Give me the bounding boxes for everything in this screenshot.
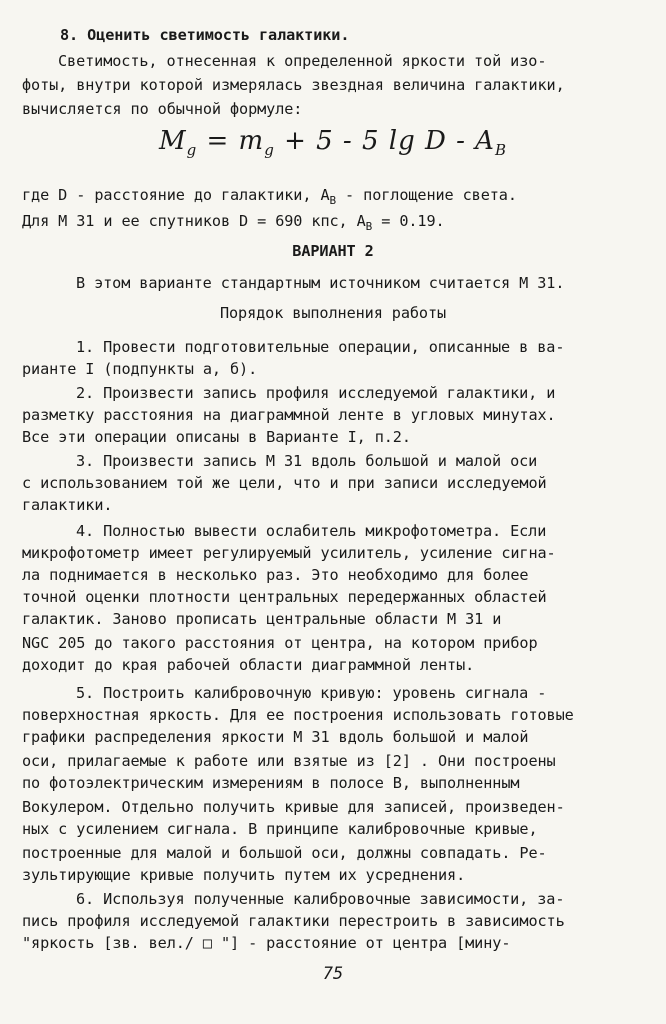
where-line: где D - расстояние до галактики, $A_B$ - поглощение света. bbox=[22, 186, 517, 208]
list-item-line: Все эти операции описаны в Варианте I, п.2. bbox=[22, 428, 411, 446]
list-item-line: 4. Полностью вывести ослабитель микрофотометра. Если bbox=[76, 522, 547, 540]
list-item-line: зультирующие кривые получить путем их усреднения. bbox=[22, 866, 466, 884]
list-item-line: Вокулером. Отдельно получить кривые для записей, произведен- bbox=[22, 798, 565, 816]
formula-text: $M_g = m_g + 5 - 5$ lg D - $A_B$ bbox=[159, 126, 507, 160]
list-item-line: ных с усилением сигнала. В принципе калибровочные кривые, bbox=[22, 820, 538, 838]
list-item-line: построенные для малой и большой оси, должны совпадать. Ре- bbox=[22, 844, 547, 862]
list-item-line: графики распределения яркости М 31 вдоль большой и малой bbox=[22, 728, 529, 746]
variant-intro: В этом варианте стандартным источником считается М 31. bbox=[76, 274, 565, 292]
list-item-line: разметку расстояния на диаграммной ленте в угловых минутах. bbox=[22, 406, 556, 424]
section-title: 8. Оценить светимость галактики. bbox=[60, 26, 350, 44]
list-item-line: "яркость [зв. вел./ □ "] - расстояние от центра [мину- bbox=[22, 934, 511, 952]
variant-title: ВАРИАНТ 2 bbox=[292, 242, 374, 260]
list-item-line: 5. Построить калибровочную кривую: уровень сигнала - bbox=[76, 684, 547, 702]
list-item-line: 2. Произвести запись профиля исследуемой галактики, и bbox=[76, 384, 556, 402]
list-item-line: точной оценки плотности центральных передержанных областей bbox=[22, 588, 547, 606]
list-item-line: доходит до края рабочей области диаграммной ленты. bbox=[22, 656, 475, 674]
where-line: Для М 31 и ее спутников D = 690 кпс, $A_B = 0.19$. bbox=[22, 212, 445, 234]
intro-line: вычисляется по обычной формуле: bbox=[22, 100, 303, 118]
list-item-line: по фотоэлектрическим измерениям в полосе В, выполненным bbox=[22, 774, 520, 792]
list-item-line: поверхностная яркость. Для ее построения использовать готовые bbox=[22, 706, 574, 724]
list-item-line: галактики. bbox=[22, 496, 113, 514]
list-item-line: 3. Произвести запись М 31 вдоль большой и малой оси bbox=[76, 452, 538, 470]
list-item-line: с использованием той же цели, что и при записи исследуемой bbox=[22, 474, 547, 492]
list-item-line: 6. Используя полученные калибровочные зависимости, за- bbox=[76, 890, 565, 908]
list-item-line: NGC 205 до такого расстояния от центра, на котором прибор bbox=[22, 634, 538, 652]
page-number: 75 bbox=[322, 964, 344, 984]
list-item-line: микрофотометр имеет регулируемый усилитель, усиление сигна- bbox=[22, 544, 556, 562]
list-item-line: 1. Провести подготовительные операции, описанные в ва- bbox=[76, 338, 565, 356]
list-item-line: пись профиля исследуемой галактики перестроить в зависимость bbox=[22, 912, 565, 930]
list-item-line: рианте I (подпункты а, б). bbox=[22, 360, 258, 378]
procedure-title: Порядок выполнения работы bbox=[219, 304, 447, 322]
list-item-line: галактик. Заново прописать центральные области М 31 и bbox=[22, 610, 502, 628]
list-item-line: ла поднимается в несколько раз. Это необходимо для более bbox=[22, 566, 529, 584]
luminosity-formula bbox=[0, 126, 666, 159]
list-item-line: оси, прилагаемые к работе или взятые из [2] . Они построены bbox=[22, 752, 556, 770]
intro-line: фоты, внутри которой измерялась звездная величина галактики, bbox=[22, 76, 565, 94]
intro-line: Светимость, отнесенная к определенной яркости той изо- bbox=[58, 52, 547, 70]
